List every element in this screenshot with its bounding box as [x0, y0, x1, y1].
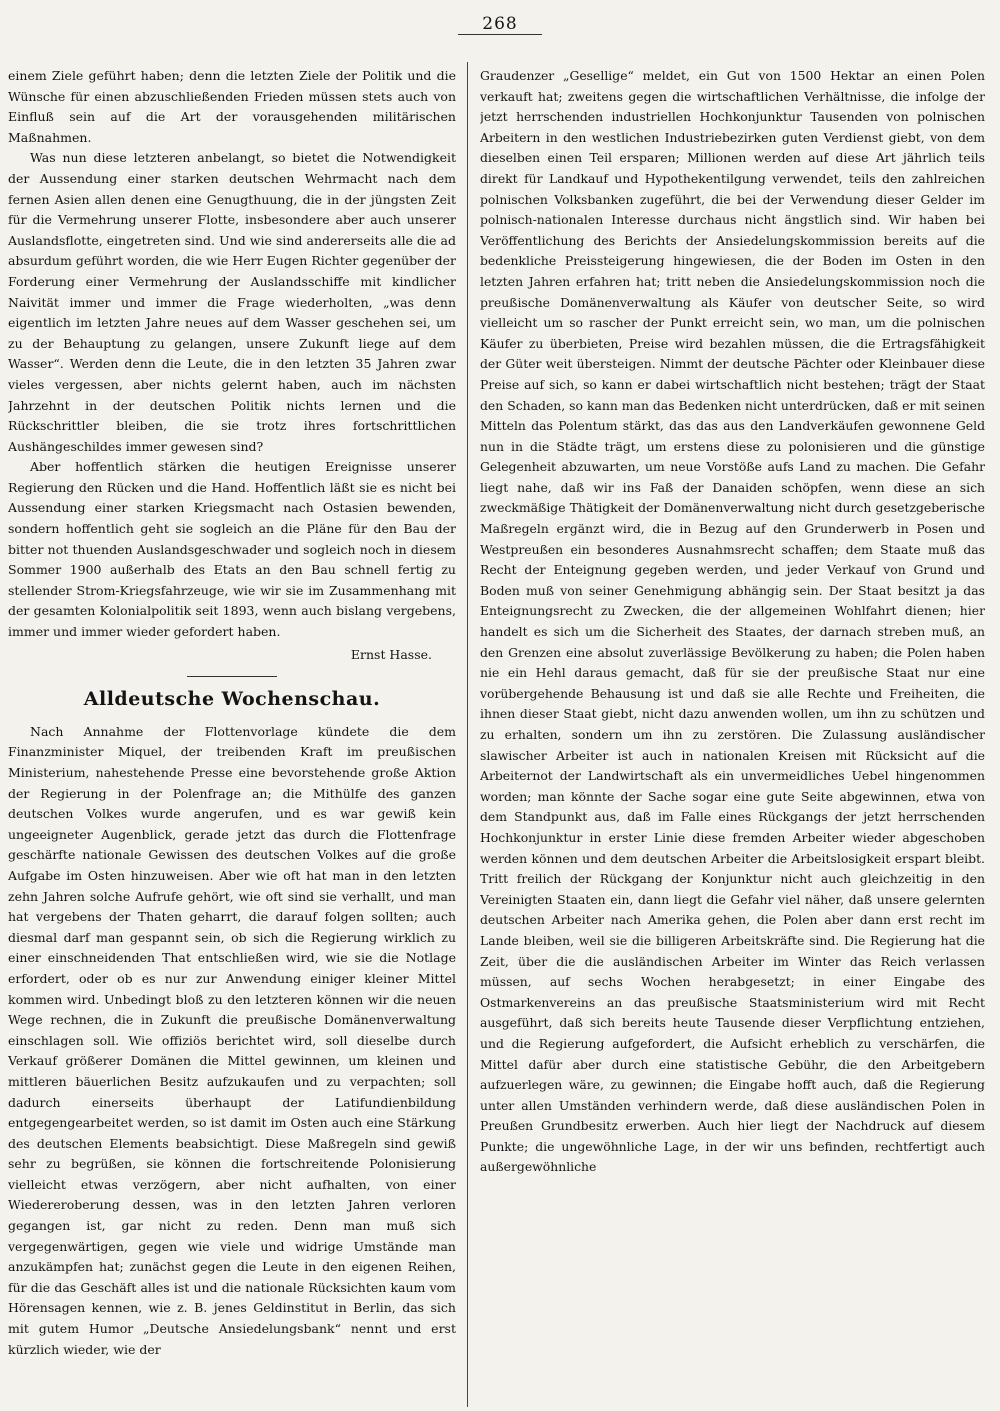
right-column	[480, 66, 985, 1406]
column-divider	[467, 62, 468, 1407]
left-column	[8, 66, 456, 1406]
page-number: 268	[482, 14, 518, 34]
article-paragraph: Aber hoffentlich stärken die heutigen Ereignisse unserer Regierung den Rücken und die Hand. Hoffentlich läßt sie es nicht bei Aussendung einer starken Kriegsmacht nach Ostasien bewenden, sondern hoffentlich geht sie sogleich an die Pläne für den Bau der bitter not thuenden Auslandsgeschwader und sogleich noch in diesem Sommer 1900 außerhalb des Etats an den Bau schnell fertig zu stellender Strom-Kriegsfahrzeuge, wie wir sie im Zusammenhang mit der gesamten Kolonialpolitik seit 1893, wenn auch bislang vergebens, immer und immer wieder gefordert haben.	[8, 459, 456, 640]
article-paragraph: Was nun diese letzteren anbelangt, so bietet die Notwendigkeit der Aussendung einer starken deutschen Wehrmacht nach dem fernen Asien allen denen eine Genugthuung, die in der jüngsten Zeit für die Vermehrung unserer Flotte, insbesondere aber auch unserer Auslandsflotte, eingetreten sind. Und wie sind andererseits alle die ad absurdum geführt worden, die wie Herr Eugen Richter gegenüber der Forderung einer Vermehrung der Auslandsschiffe mit kindlicher Naivität immer und immer die Frage wiederholten, „was denn eigentlich im letzten Jahre neues auf dem Wasser geschehen sei, um zu der Behauptung zu gelangen, unsere Zukunft liege auf dem Wasser“. Werden denn die Leute, die in den letzten 35 Jahren zwar vieles vergessen, aber nichts gelernt haben, auch im nächsten Jahrzehnt in der deutschen Politik nichts lernen und die Rückschrittler bleiben, die sie trotz ihres fortschrittlichen Aushängeschildes immer gewesen sind?	[8, 150, 456, 454]
section-paragraph: Nach Annahme der Flottenvorlage kündete die dem Finanzminister Miquel, der treibenden Kraft im preußischen Ministerium, nahestehende Presse eine bevorstehende große Aktion der Regierung in der Polenfrage an; die Mithülfe des ganzen deutschen Volkes wurde angerufen, und es war gewiß kein ungeeigneter Augenblick, gerade jetzt das durch die Flottenfrage geschärfte nationale Gewissen des deutschen Volkes auf die große Aufgabe im Osten hinzuweisen. Aber wie oft hat man in den letzten zehn Jahren solche Aufrufe gehört, wie oft sind sie verhallt, und man hat vergebens der Thaten geharrt, die darauf folgen sollten; auch diesmal darf man gespannt sein, ob sich die Regierung wirklich zu einer einschneidenden That entschließen wird, wie sie die Notlage erfordert, oder ob es nur zur Anwendung einiger kleiner Mittel kommen wird. Unbedingt bloß zu den letzteren können wir die neuen Wege rechnen, die in Zukunft die preußische Domänenverwaltung einschlagen soll. Wie offiziös berichtet wird, soll dieselbe durch Verkauf größerer Domänen die Mittel gewinnen, um kleinen und mittleren bäuerlichen Besitz aufzukaufen und zu verpachten; soll dadurch einerseits überhaupt der Latifundienbildung entgegengearbeitet werden, so ist damit im Osten auch eine Stärkung des deutschen Elements beabsichtigt. Diese Maßregeln sind gewiß sehr zu begrüßen, sie können die fortschreitende Polonisierung vielleicht etwas verzögern, aber nicht aufhalten, von einer Wiedereroberung dessen, was in den letzten Jahren verloren gegangen ist, gar nicht zu reden. Denn man muß sich vergegenwärtigen, gegen wie viele und widrige Umstände man anzukämpfen hat; zunächst gegen die Leute in den eigenen Reihen, für die das Geschäft alles ist und die nationale Rücksichten kaum vom Hörensagen kennen, wie z. B. jenes Geldinstitut in Berlin, das sich mit gutem Humor „Deutsche Ansiedelungsbank“ nennt und erst kürzlich wieder, wie der	[8, 723, 456, 1357]
section-divider	[187, 676, 277, 677]
article-paragraph: einem Ziele geführt haben; denn die letzten Ziele der Politik und die Wünsche für einen abzuschließenden Frieden müssen stets auch von Einfluß sein auf die Art der vorausgehenden militärischen Maßnahmen.	[8, 68, 456, 145]
page-number-rule	[458, 34, 542, 35]
section-heading: Alldeutsche Wochenschau.	[83, 688, 381, 711]
section-paragraph: Graudenzer „Gesellige“ meldet, ein Gut von 1500 Hektar an einen Polen verkauft hat; zweitens gegen die wirtschaftlichen Verhältnisse, die infolge der jetzt herrschenden industriellen Hochkonjunktur Tausenden von polnischen Arbeitern in den westlichen Industriebezirken guten Verdienst giebt, von dem dieselben einen Teil ersparen; Millionen werden auf diese Art jährlich teils direkt für Landkauf und Hypothekentilgung verwendet, teils den zahlreichen polnischen Volksbanken zugeführt, die bei der Verwendung dieser Gelder im polnisch-nationalen Interesse durchaus nicht ängstlich sind. Wir haben bei Veröffentlichung des Berichts der Ansiedelungskommission bereits auf die bedenkliche Preissteigerung hingewiesen, die der Boden im Osten in den letzten Jahren erfahren hat; tritt neben die Ansiedelungskommission noch die preußische Domänenverwaltung als Käufer von deutscher Seite, so wird vielleicht um so rascher der Punkt erreicht sein, wo man, um die polnischen Käufer zu überbieten, Preise wird bezahlen müssen, die die Ertragsfähigkeit der Güter weit übersteigen. Nimmt der deutsche Pächter oder Kleinbauer diese Preise auf sich, so kann er dabei wirtschaftlich nicht bestehen; trägt der Staat den Schaden, so kann man das Bedenken nicht unterdrücken, daß er mit seinen Mitteln das Polentum stärkt, das das aus den Landverkäufen gewonnene Geld nun in die Städte trägt, um erstens diese zu polonisieren und die günstige Gelegenheit abzuwarten, um neue Vorstöße aufs Land zu machen. Die Gefahr liegt nahe, daß wir ins Faß der Danaiden schöpfen, wenn diese an sich zweckmäßige Thätigkeit der Domänenverwaltung nicht durch gesetzgeberische Maßregeln ergänzt wird, die in Bezug auf den Grunderwerb in Posen und Westpreußen ein besonderes Ausnahmsrecht schaffen; dem Staate muß das Recht der Enteignung gegeben werden, und jeder Verkauf von Grund und Boden muß von seiner Genehmigung abhängig sein. Der Staat besitzt ja das Enteignungsrecht zu Zwecken, die der allgemeinen Wohlfahrt dienen; hier handelt es sich um die Sicherheit des Staates, der darnach streben muß, an den Grenzen eine absolut zuverlässige Bevölkerung zu haben; die Polen haben nie ein Hehl daraus gemacht, daß für sie der preußische Staat nur eine vorübergehende Behausung ist und daß sie alle Rechte und Freiheiten, die ihnen dieser Staat giebt, nicht dazu anwenden wollen, um ihn zu schützen und zu erhalten, sondern um ihn zu zerstören. Die Zulassung ausländischer slawischer Arbeiter ist auch in nationalen Kreisen mit Rücksicht auf die Arbeiternot der Landwirtschaft als ein unvermeidliches Uebel hingenommen worden; man könnte der Sache sogar eine gute Seite abgewinnen, etwa von dem Standpunkt aus, daß im Falle eines Rückgangs der jetzt herrschenden Hochkonjunktur in erster Linie diese fremden Arbeiter wieder abgeschoben werden können und dem deutschen Arbeiter die Arbeitslosigkeit erspart bleibt. Tritt freilich der Rückgang der Konjunktur nicht auch gleichzeitig in den Vereinigten Staaten ein, dann liegt die Gefahr viel näher, daß unsere gelernten deutschen Arbeiter nach Amerika gehen, die Polen aber dann erst recht im Lande bleiben, weil sie die billigeren Arbeitskräfte sind. Die Regierung hat die Zeit, über die die ausländischen Arbeiter im Winter das Reich verlassen müssen, auf sechs Wochen herabgesetzt; in einer Eingabe des Ostmarkenvereins an das preußische Staatsministerium wird mit Recht ausgeführt, daß sich bereits heute Tausende dieser Verpflichtung entziehen, und die Regierung aufgefordert, die Aufsicht erheblich zu verschärfen, die Mittel dafür aber durch eine statistische Gebühr, die den Arbeitgebern aufzuerlegen wäre, zu gewinnen; die Eingabe hofft auch, daß die Regierung unter allen Umständen verhindern werde, daß diese ausländischen Polen in Preußen Grundbesitz erwerben. Auch hier liegt der Nachdruck auf diesem Punkte; die ungewöhnliche Lage, in der wir uns befinden, rechtfertigt auch außergewöhnliche	[480, 68, 985, 1175]
author-signature: Ernst Hasse.	[350, 646, 432, 662]
